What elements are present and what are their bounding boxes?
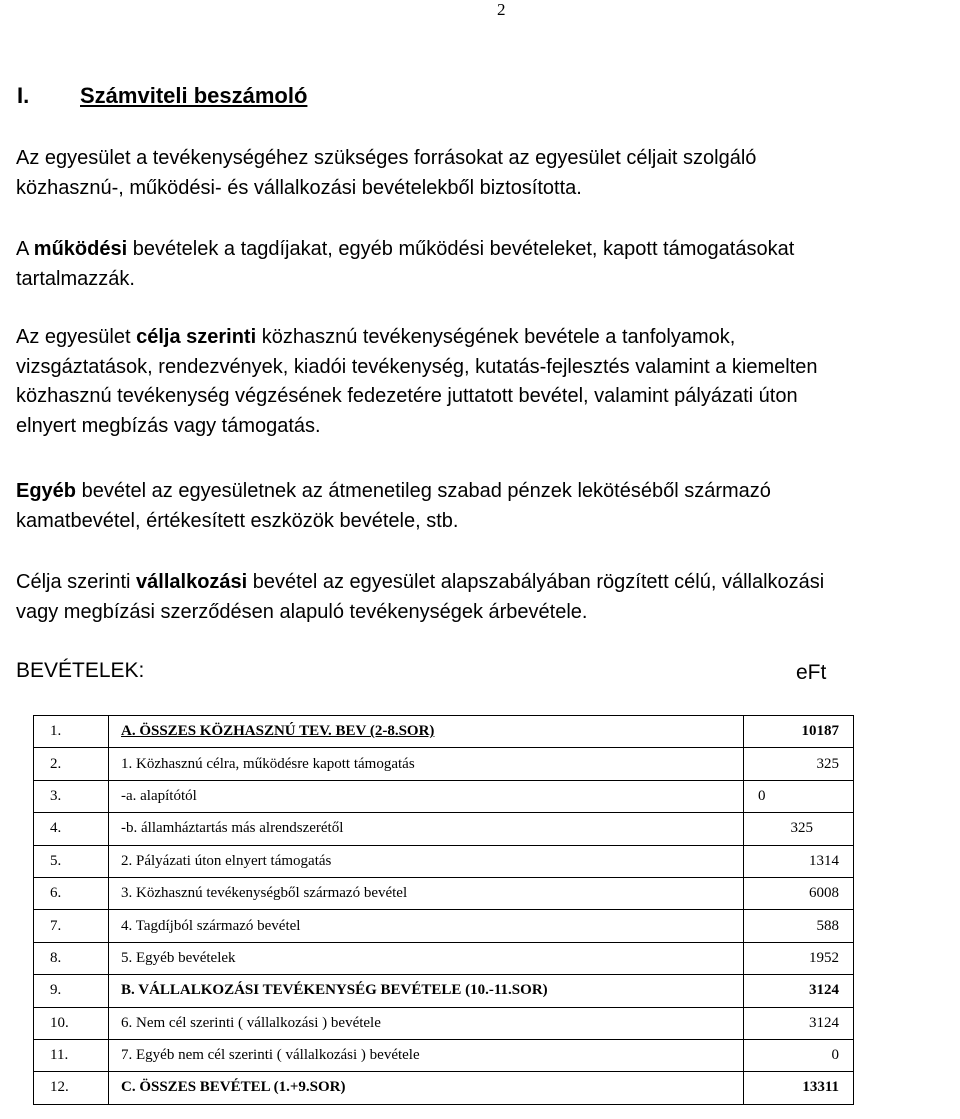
page-number: 2 [497, 0, 506, 19]
row-number: 4. [34, 813, 109, 845]
row-label: 7. Egyéb nem cél szerinti ( vállalkozási ) bevétele [109, 1039, 744, 1071]
paragraph-line: A működési bevételek a tagdíjakat, egyéb működési bevételeket, kapott támogatásokat [16, 238, 795, 260]
paragraph-other [16, 477, 948, 536]
section-heading [17, 83, 307, 109]
paragraph-line: vizsgáztatások, rendezvények, kiadói tevékenység, kutatás-fejlesztés valamint a kiemelten [16, 355, 818, 378]
row-number: 11. [34, 1039, 109, 1071]
row-value: 1314 [744, 845, 854, 877]
paragraph-line: közhasznú-, működési- és vállalkozási bevételekből biztosította. [16, 176, 582, 199]
row-label: 4. Tagdíjból származó bevétel [109, 910, 744, 942]
row-value: 325 [744, 813, 854, 845]
paragraph-operating [16, 235, 948, 294]
table-row [34, 813, 854, 845]
row-value: 325 [744, 748, 854, 780]
bold-term: vállalkozási [136, 571, 248, 593]
bold-term: célja szerinti [136, 326, 257, 348]
row-label: 6. Nem cél szerinti ( vállalkozási ) bevétele [109, 1007, 744, 1039]
table-row [34, 1039, 854, 1071]
paragraph-line: Célja szerinti vállalkozási bevétel az egyesület alapszabályában rögzített célú, vállalkozási [16, 571, 825, 593]
row-value: 6008 [744, 877, 854, 909]
paragraph-intro [16, 144, 948, 203]
paragraph-line: vagy megbízási szerződésen alapuló tevékenységek árbevétele. [16, 600, 588, 623]
paragraph-line: kamatbevétel, értékesített eszközök bevétele, stb. [16, 509, 459, 532]
table-row [34, 748, 854, 780]
row-number: 9. [34, 975, 109, 1007]
paragraph-line: Egyéb bevétel az egyesületnek az átmenetileg szabad pénzek lekötéséből származó [16, 480, 771, 502]
section-number: I. [17, 83, 30, 108]
row-label: -b. államháztartás más alrendszerétől [109, 813, 744, 845]
row-label: 2. Pályázati úton elnyert támogatás [109, 845, 744, 877]
row-label: C. ÖSSZES BEVÉTEL (1.+9.SOR) [109, 1072, 744, 1104]
row-label: 5. Egyéb bevételek [109, 942, 744, 974]
table-row [34, 877, 854, 909]
revenue-table [33, 715, 854, 1105]
row-number: 2. [34, 748, 109, 780]
row-label: 3. Közhasznú tevékenységből származó bevétel [109, 877, 744, 909]
table-row [34, 780, 854, 812]
row-label: A. ÖSSZES KÖZHASZNÚ TEV. BEV (2-8.SOR) [109, 716, 744, 748]
paragraph-line: tartalmazzák. [16, 267, 135, 290]
paragraph-line: Az egyesület célja szerinti közhasznú tevékenységének bevétele a tanfolyamok, [16, 326, 736, 348]
table-row [34, 942, 854, 974]
row-value: 0 [744, 1039, 854, 1071]
bold-term: Egyéb [16, 480, 77, 502]
table-row [34, 845, 854, 877]
row-label: B. VÁLLALKOZÁSI TEVÉKENYSÉG BEVÉTELE (10.-11.SOR) [109, 975, 744, 1007]
row-value: 0 [744, 780, 854, 812]
table-row [34, 716, 854, 748]
row-number: 1. [34, 716, 109, 748]
table-row [34, 1007, 854, 1039]
table-row [34, 910, 854, 942]
row-label: 1. Közhasznú célra, működésre kapott támogatás [109, 748, 744, 780]
table-row [34, 975, 854, 1007]
revenues-label: BEVÉTELEK: [16, 659, 145, 682]
paragraph-purpose [16, 323, 948, 441]
paragraph-enterprise [16, 568, 948, 627]
row-number: 12. [34, 1072, 109, 1104]
row-value: 3124 [744, 1007, 854, 1039]
row-value: 3124 [744, 975, 854, 1007]
row-number: 5. [34, 845, 109, 877]
table-row [34, 1072, 854, 1104]
row-value: 13311 [744, 1072, 854, 1104]
row-number: 10. [34, 1007, 109, 1039]
row-value: 1952 [744, 942, 854, 974]
section-title: Számviteli beszámoló [80, 83, 308, 108]
row-value: 588 [744, 910, 854, 942]
row-label: -a. alapítótól [109, 780, 744, 812]
row-number: 3. [34, 780, 109, 812]
row-number: 6. [34, 877, 109, 909]
bold-term: működési [33, 238, 128, 260]
row-number: 8. [34, 942, 109, 974]
paragraph-line: elnyert megbízás vagy támogatás. [16, 414, 321, 437]
unit-label: eFt [796, 661, 827, 684]
row-number: 7. [34, 910, 109, 942]
row-value: 10187 [744, 716, 854, 748]
paragraph-line: közhasznú tevékenység végzésének fedezetére juttatott bevétel, valamint pályázati úton [16, 385, 798, 407]
paragraph-line: Az egyesület a tevékenységéhez szükséges forrásokat az egyesület céljait szolgáló [16, 147, 757, 169]
